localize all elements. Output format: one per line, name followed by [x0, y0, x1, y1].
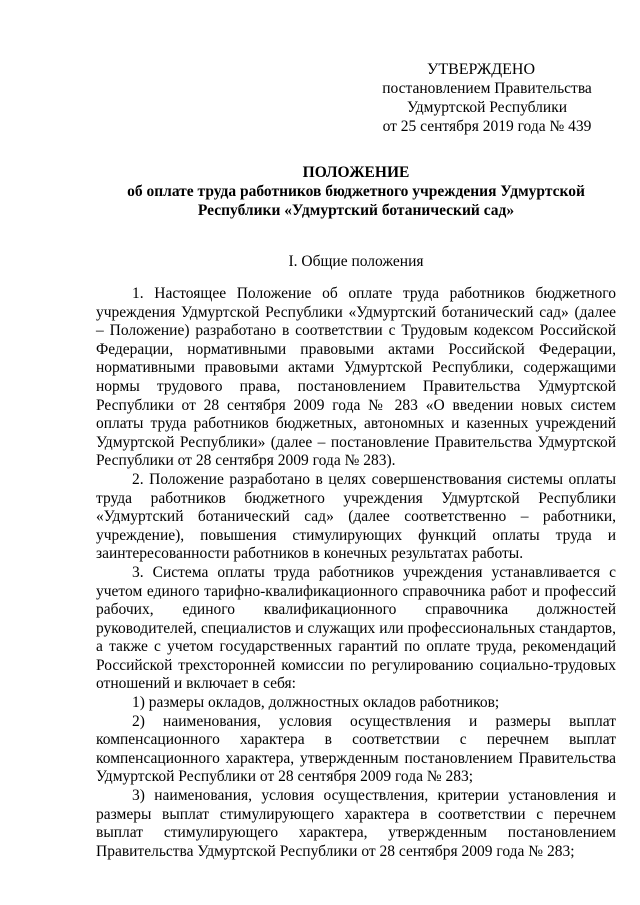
list-item-2: 2) наименования, условия осуществления и размеры выплат компенсационного характера в соответствии с перечнем выплат компенсационного характера, утвержденным постановлением Правительства Удмуртской Республики от 28 сентября 2009 года № 283; — [96, 712, 616, 786]
approval-title: УТВЕРЖДЕНО — [427, 61, 536, 78]
document-body — [96, 285, 616, 861]
paragraph-1: 1. Настоящее Положение об оплате труда работников бюджетного учреждения Удмуртской Республики «Удмуртский ботанический сад» (далее – Положение) разработано в соответствии с Трудовым кодексом Российской Федерации, нормативными правовыми актами Российской Федерации, нормативными правовыми актами Удмуртской Республики, содержащими нормы трудового права, постановлением Правительства Удмуртской Республики от 28 сентября 2009 года № 283 «О введении новых систем оплаты труда работников бюджетных, автономных и казенных учреждений Удмуртской Республики» (далее – постановление Правительства Удмуртской Республики от 28 сентября 2009 года № 283). — [96, 285, 616, 470]
document-subtitle: об оплате труда работников бюджетного учреждения Удмуртской Республики «Удмуртский ботанический сад» — [127, 183, 585, 219]
section-heading: I. Общие положения — [288, 253, 424, 270]
list-item-3: 3) наименования, условия осуществления, критерии установления и размеры выплат стимулирующего характера в соответствии с перечнем выплат стимулирующего характера, утвержденным постановлением Правительства Удмуртской Республики от 28 сентября 2009 года № 283; — [96, 787, 616, 860]
approval-line-2: постановлением Правительства — [382, 80, 592, 97]
approval-line-3: Удмуртской Республики — [406, 99, 568, 116]
paragraph-3: 3. Система оплаты труда работников учреждения устанавливается с учетом единого тарифно-квалификационного справочника работ и профессий рабочих, единого квалификационного справочника должностей руководителей, специалистов и служащих или профессиональных стандартов, а также с учетом государственных гарантий по оплате труда, рекомендаций Российской трехсторонней комиссии по регулированию социально-трудовых отношений и включает в себя: — [96, 563, 616, 693]
paragraph-2: 2. Положение разработано в целях совершенствования системы оплаты труда работников бюджетного учреждения Удмуртской Республики «Удмуртский ботанический сад» (далее соответственно – работники, учреждение), повышения стимулирующих функций оплаты труда и заинтересованности работников в конечных результатах работы. — [96, 470, 616, 563]
list-item-1: 1) размеры окладов, должностных окладов работников; — [132, 694, 500, 712]
approval-stamp — [377, 60, 597, 136]
document-title-block — [96, 163, 616, 220]
document-title: ПОЛОЖЕНИЕ — [302, 164, 410, 181]
approval-line-4: от 25 сентября 2019 года № 439 — [382, 118, 592, 135]
